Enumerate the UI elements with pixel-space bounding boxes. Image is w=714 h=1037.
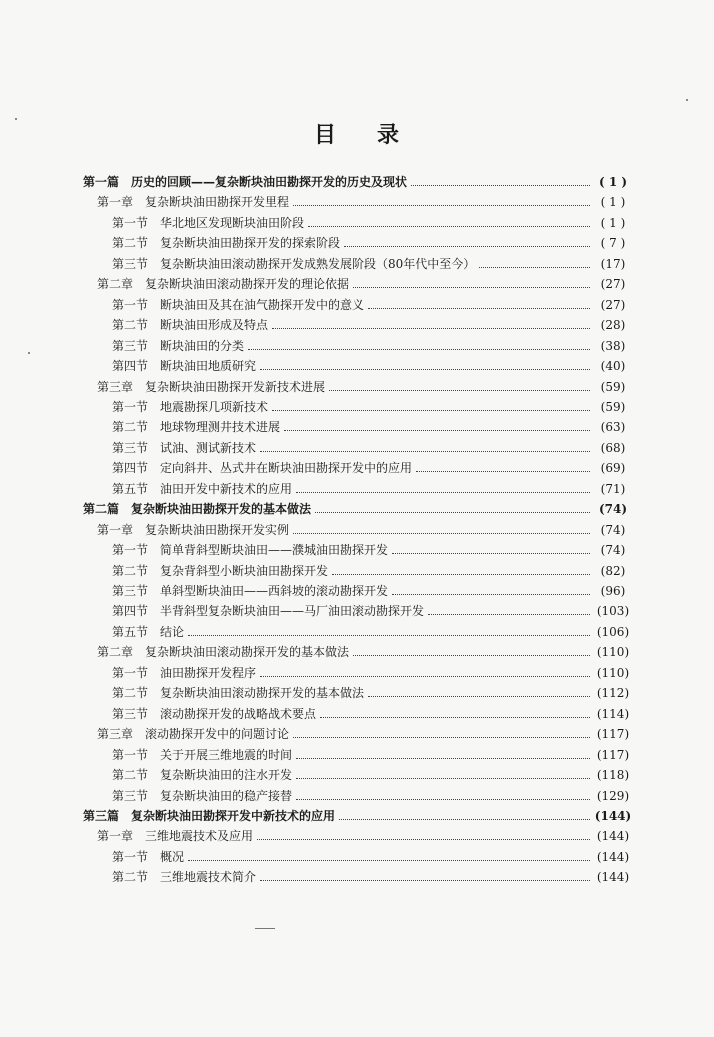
toc-entry-page: (144) bbox=[596, 849, 630, 864]
toc-entry-page: (27) bbox=[600, 277, 626, 292]
toc-entry-number: 第三节 bbox=[112, 706, 149, 721]
toc-entry-page: (112) bbox=[596, 686, 630, 701]
toc-entry-title: 复杂断块油田滚动勘探开发成熟发展阶段（80年代中至今） bbox=[160, 256, 476, 271]
scan-speck bbox=[15, 118, 17, 120]
toc-entry-number: 第三节 bbox=[112, 338, 149, 353]
toc-entry-chapter bbox=[97, 827, 632, 845]
toc-entry-number: 第二章 bbox=[97, 645, 134, 660]
toc-entry-title: 复杂断块油田滚动勘探开发的基本做法 bbox=[145, 645, 350, 660]
toc-entry-section bbox=[112, 684, 632, 702]
toc-entry-number: 第五节 bbox=[112, 481, 149, 496]
toc-leader-dots bbox=[260, 664, 590, 677]
toc-entry-number: 第四节 bbox=[112, 461, 149, 476]
toc-entry-number: 第三节 bbox=[112, 788, 149, 803]
toc-entry-number: 第一篇 bbox=[83, 175, 120, 189]
toc-entry-number: 第三章 bbox=[97, 727, 134, 742]
toc-leader-dots bbox=[329, 378, 590, 391]
toc-entry-section bbox=[112, 868, 632, 886]
toc-leader-dots bbox=[339, 807, 590, 820]
toc-entry-page: ( 1 ) bbox=[600, 215, 626, 230]
toc-entry-number: 第三节 bbox=[112, 584, 149, 598]
toc-entry-page: (118) bbox=[596, 768, 630, 783]
toc-entry-page: (82) bbox=[600, 563, 626, 578]
toc-entry-title: 三维地震技术及应用 bbox=[145, 829, 254, 844]
toc-entry-number: 第一章 bbox=[97, 829, 134, 844]
toc-entry-number: 第一节 bbox=[112, 747, 149, 762]
toc-entry-number: 第一章 bbox=[97, 195, 134, 210]
toc-entry-page: (71) bbox=[600, 481, 626, 496]
toc-entry-title: 复杂断块油田勘探开发实例 bbox=[145, 522, 290, 537]
toc-entry-title: 结论 bbox=[160, 624, 185, 639]
toc-entry-title: 复杂断块油田滚动勘探开发的理论依据 bbox=[145, 277, 350, 292]
toc-leader-dots bbox=[260, 868, 590, 881]
toc-leader-dots bbox=[320, 705, 590, 718]
toc-leader-dots bbox=[296, 480, 590, 493]
toc-entry-chapter bbox=[97, 521, 632, 539]
toc-leader-dots bbox=[272, 316, 590, 329]
toc-entry-page: ( 1 ) bbox=[598, 175, 628, 189]
toc-entry-section bbox=[112, 562, 632, 580]
toc-leader-dots bbox=[296, 766, 590, 779]
toc-entry-chapter bbox=[97, 643, 632, 661]
scan-speck bbox=[28, 352, 30, 354]
toc-entry-number: 第五节 bbox=[112, 624, 149, 639]
toc-entry-page: (40) bbox=[600, 359, 626, 374]
toc-leader-dots bbox=[296, 746, 590, 759]
toc-entry-title: 复杂断块油田勘探开发里程 bbox=[145, 195, 290, 210]
toc-entry-number: 第二节 bbox=[112, 686, 149, 701]
toc-entry-title: 断块油田形成及特点 bbox=[160, 318, 269, 333]
toc-entry-page: (144) bbox=[594, 808, 632, 823]
toc-leader-dots bbox=[416, 459, 590, 472]
toc-entry-page: (69) bbox=[600, 461, 626, 476]
toc-entry-number: 第三节 bbox=[112, 440, 149, 455]
toc-entry-number: 第四节 bbox=[112, 359, 149, 374]
toc-entry-number: 第三节 bbox=[112, 256, 149, 271]
toc-entry-number: 第二节 bbox=[112, 768, 149, 783]
toc-leader-dots bbox=[284, 418, 590, 431]
toc-entry-section bbox=[112, 705, 632, 723]
toc-entry-section bbox=[112, 214, 632, 232]
toc-entry-page: (74) bbox=[598, 502, 628, 517]
toc-entry-number: 第一节 bbox=[112, 665, 149, 680]
toc-entry-section bbox=[112, 234, 632, 252]
toc-entry-number: 第一节 bbox=[112, 849, 149, 864]
toc-entry-number: 第一节 bbox=[112, 399, 149, 414]
toc-leader-dots bbox=[308, 214, 590, 227]
toc-entry-number: 第三章 bbox=[97, 379, 134, 394]
toc-entry-title: 断块油田及其在油气勘探开发中的意义 bbox=[160, 297, 365, 312]
toc-entry-page: (68) bbox=[600, 440, 626, 455]
toc-leader-dots bbox=[248, 337, 590, 350]
toc-entry-title: 地球物理测井技术进展 bbox=[160, 420, 281, 435]
toc-leader-dots bbox=[368, 296, 590, 309]
toc-entry-page: (74) bbox=[600, 543, 626, 558]
toc-entry-section bbox=[112, 418, 632, 436]
toc-leader-dots bbox=[353, 643, 590, 656]
toc-entry-number: 第一节 bbox=[112, 215, 149, 230]
toc-leader-dots bbox=[368, 684, 590, 697]
toc-entry-title: 复杂断块油田勘探开发新技术进展 bbox=[145, 379, 326, 394]
toc-entry-page: (27) bbox=[600, 297, 626, 312]
toc-entry-page: ( 1 ) bbox=[600, 195, 626, 210]
toc-entry-title: 关于开展三维地震的时间 bbox=[160, 747, 293, 762]
toc-entry-section bbox=[112, 296, 632, 314]
toc-entry-page: (74) bbox=[600, 522, 626, 537]
toc-entry-section bbox=[112, 664, 632, 682]
toc-entry-page: (110) bbox=[596, 645, 630, 660]
toc-entry-page: (117) bbox=[596, 747, 630, 762]
toc-leader-dots bbox=[392, 582, 590, 595]
toc-entry-section bbox=[112, 255, 632, 273]
toc-entry-section bbox=[112, 746, 632, 764]
toc-entry-page: (144) bbox=[596, 829, 630, 844]
toc-entry-section bbox=[112, 316, 632, 334]
toc-entry-title: 滚动勘探开发的战略战术要点 bbox=[160, 706, 317, 721]
toc-entry-section bbox=[112, 623, 632, 641]
toc-entry-chapter bbox=[97, 275, 632, 293]
toc-entry-section bbox=[112, 848, 632, 866]
toc-entry-number: 第一章 bbox=[97, 522, 134, 537]
toc-entry-page: (28) bbox=[600, 318, 626, 333]
toc-entry-part bbox=[83, 807, 632, 825]
toc-entry-part bbox=[83, 500, 632, 518]
toc-entry-number: 第二节 bbox=[112, 420, 149, 435]
toc-entry-section bbox=[112, 398, 632, 416]
toc-entry-title: 概况 bbox=[160, 849, 185, 864]
toc-leader-dots bbox=[479, 255, 590, 268]
toc-leader-dots bbox=[353, 275, 590, 288]
toc-entry-section bbox=[112, 766, 632, 784]
toc-entry-page: (110) bbox=[596, 665, 630, 680]
toc-entry-page: (63) bbox=[600, 420, 626, 435]
toc-entry-section bbox=[112, 541, 632, 559]
toc-entry-number: 第二章 bbox=[97, 277, 134, 292]
toc-entry-title: 断块油田地质研究 bbox=[160, 359, 257, 374]
toc-leader-dots bbox=[293, 193, 590, 206]
toc-entry-title: 复杂断块油田勘探开发的基本做法 bbox=[131, 502, 312, 517]
toc-entry-section bbox=[112, 337, 632, 355]
toc-entry-page: (117) bbox=[596, 727, 630, 742]
title-char-2: 录 bbox=[377, 122, 401, 148]
toc-entry-number: 第二节 bbox=[112, 870, 149, 885]
toc-entry-title: 历史的回顾——复杂断块油田勘探开发的历史及现状 bbox=[131, 175, 408, 189]
footer-mark bbox=[255, 928, 275, 929]
toc-entry-section bbox=[112, 602, 632, 620]
toc-leader-dots bbox=[332, 562, 590, 575]
toc-leader-dots bbox=[260, 439, 590, 452]
toc-leader-dots bbox=[392, 541, 590, 554]
toc-entry-title: 复杂断块油田勘探开发中新技术的应用 bbox=[131, 808, 336, 823]
toc-leader-dots bbox=[296, 787, 590, 800]
toc-entry-number: 第四节 bbox=[112, 604, 149, 619]
toc-leader-dots bbox=[260, 357, 590, 370]
toc-entry-number: 第一节 bbox=[112, 543, 149, 558]
toc-leader-dots bbox=[188, 623, 590, 636]
toc-entry-title: 复杂断块油田的稳产接替 bbox=[160, 788, 293, 803]
toc-entry-number: 第二篇 bbox=[83, 502, 120, 517]
toc-entry-page: (59) bbox=[600, 379, 626, 394]
toc-entry-title: 华北地区发现断块油田阶段 bbox=[160, 215, 305, 230]
title-char-1: 目 bbox=[313, 122, 337, 148]
toc-entry-section bbox=[112, 582, 632, 600]
toc-entry-title: 复杂断块油田的注水开发 bbox=[160, 768, 293, 783]
toc-entry-title: 复杂断块油田滚动勘探开发的基本做法 bbox=[160, 686, 365, 701]
toc-entry-page: (38) bbox=[600, 338, 626, 353]
toc-entry-chapter bbox=[97, 378, 632, 396]
toc-entry-title: 油田勘探开发程序 bbox=[160, 665, 257, 680]
scan-speck bbox=[686, 99, 688, 101]
page-title bbox=[0, 118, 714, 149]
toc-entry-page: (59) bbox=[600, 399, 626, 414]
toc-leader-dots bbox=[293, 521, 590, 534]
toc-entry-number: 第三篇 bbox=[83, 808, 120, 823]
toc-entry-page: (129) bbox=[596, 788, 630, 803]
toc-leader-dots bbox=[344, 234, 590, 247]
toc-entry-page: (103) bbox=[596, 604, 630, 619]
toc-entry-page: (17) bbox=[600, 256, 626, 271]
toc-entry-page: (114) bbox=[596, 706, 630, 721]
toc-entry-section bbox=[112, 459, 632, 477]
toc-entry-title: 三维地震技术简介 bbox=[160, 870, 257, 885]
toc-entry-number: 第一节 bbox=[112, 297, 149, 312]
toc-entry-title: 半背斜型复杂断块油田——马厂油田滚动勘探开发 bbox=[160, 604, 425, 619]
toc-entry-section bbox=[112, 787, 632, 805]
toc-entry-page: (106) bbox=[596, 624, 630, 639]
toc-leader-dots bbox=[272, 398, 590, 411]
toc-entry-part bbox=[83, 173, 632, 191]
toc-entry-page: (144) bbox=[596, 870, 630, 885]
toc-leader-dots bbox=[257, 827, 590, 840]
toc-entry-title: 单斜型断块油田——西斜坡的滚动勘探开发 bbox=[160, 584, 389, 598]
toc-entry-title: 油田开发中新技术的应用 bbox=[160, 481, 293, 496]
toc-leader-dots bbox=[315, 500, 590, 513]
toc-leader-dots bbox=[411, 173, 590, 186]
toc-entry-chapter bbox=[97, 193, 632, 211]
toc-leader-dots bbox=[293, 725, 590, 738]
toc-entry-title: 地震勘探几项新技术 bbox=[160, 399, 269, 414]
toc-entry-section bbox=[112, 439, 632, 457]
toc-entry-chapter bbox=[97, 725, 632, 743]
toc-entry-title: 定向斜井、丛式井在断块油田勘探开发中的应用 bbox=[160, 461, 413, 476]
toc-leader-dots bbox=[428, 602, 590, 615]
toc-entry-title: 试油、测试新技术 bbox=[160, 440, 257, 455]
toc-entry-number: 第二节 bbox=[112, 236, 149, 251]
toc-entry-page: (96) bbox=[600, 584, 626, 598]
toc-entry-title: 滚动勘探开发中的问题讨论 bbox=[145, 727, 290, 742]
toc-entry-section bbox=[112, 357, 632, 375]
toc-entry-page: ( 7 ) bbox=[600, 236, 626, 251]
toc-entry-section bbox=[112, 480, 632, 498]
toc-leader-dots bbox=[188, 848, 590, 861]
toc-entry-title: 复杂断块油田勘探开发的探索阶段 bbox=[160, 236, 341, 251]
toc-entry-number: 第二节 bbox=[112, 318, 149, 333]
toc-entry-title: 简单背斜型断块油田——濮城油田勘探开发 bbox=[160, 543, 389, 558]
toc-entry-title: 复杂背斜型小断块油田勘探开发 bbox=[160, 563, 329, 578]
toc-entry-number: 第二节 bbox=[112, 563, 149, 578]
toc-entry-title: 断块油田的分类 bbox=[160, 338, 245, 353]
